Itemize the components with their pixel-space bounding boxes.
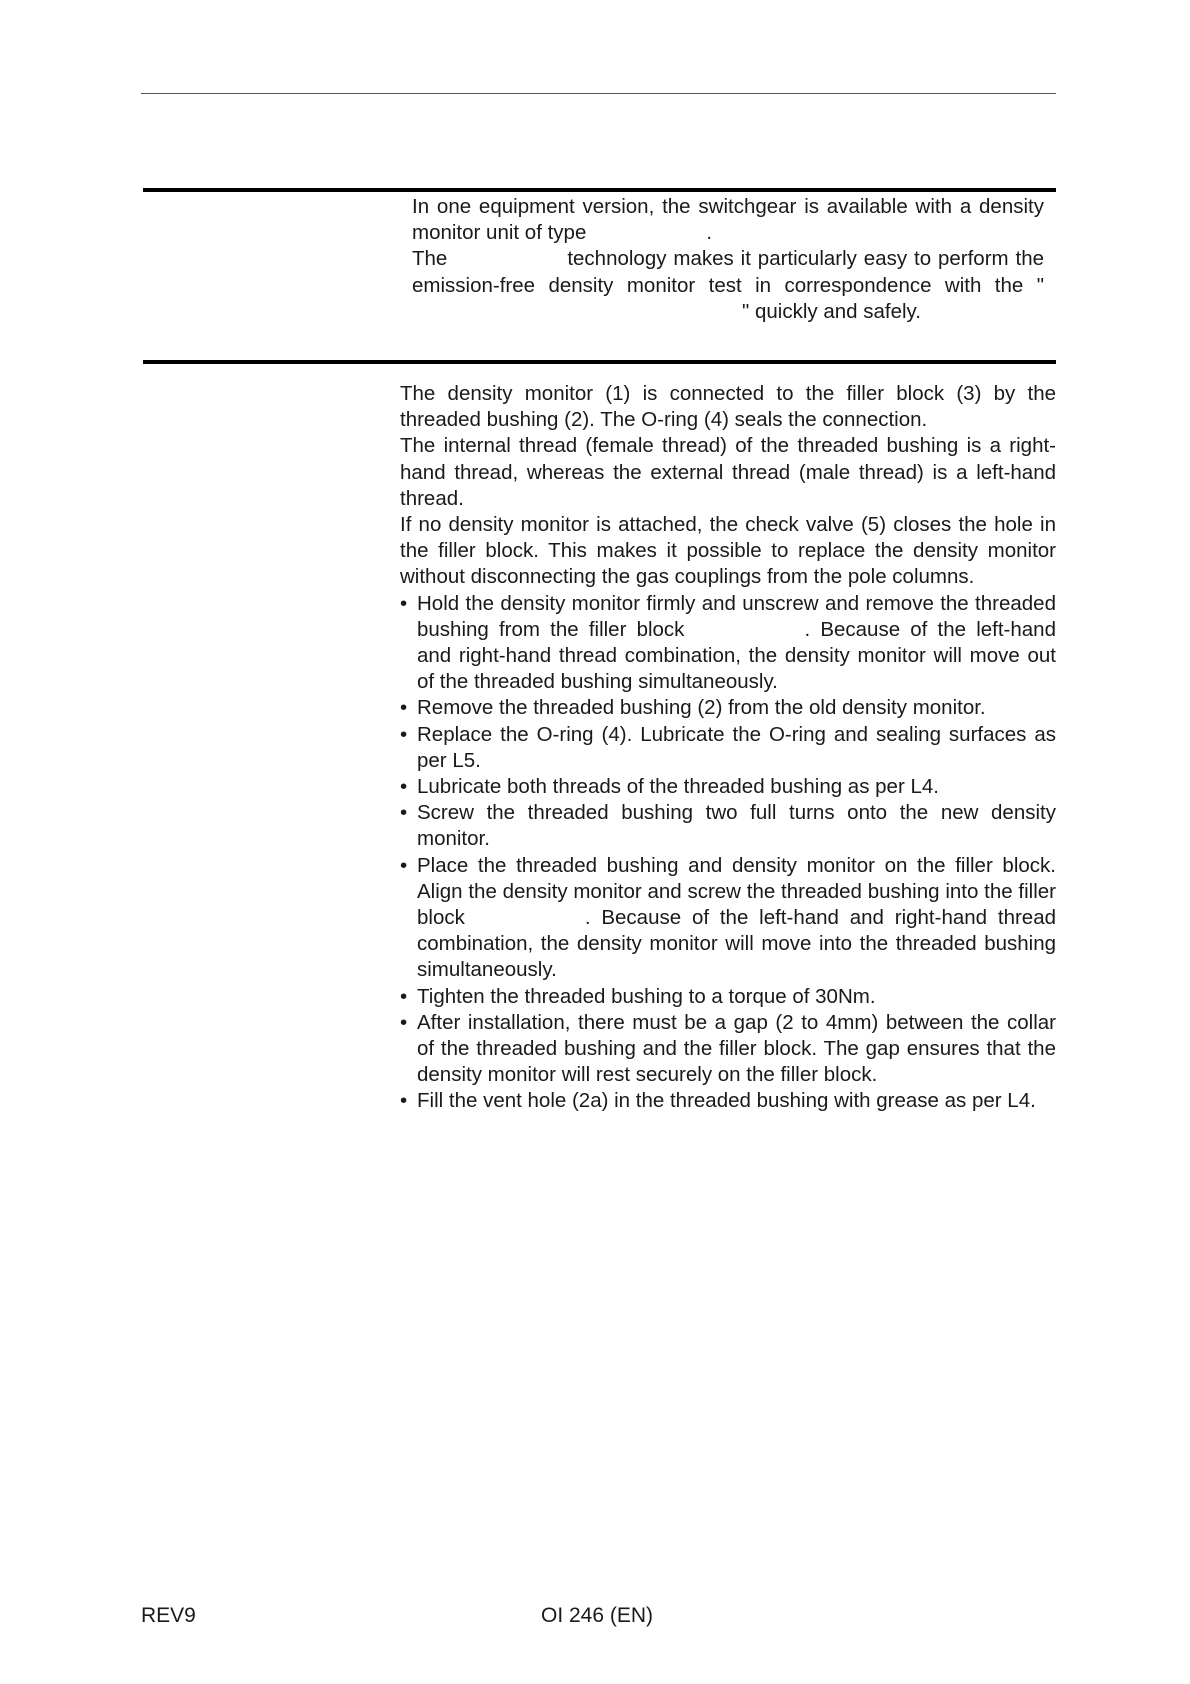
section-2-paragraph-2: The internal thread (female thread) of the threaded bushing is a right-hand thread, whereas the external thread (male thread) is a left-hand thread. <box>400 434 1056 510</box>
footer-document-id: OI 246 (EN) <box>541 1604 654 1627</box>
section-1-text <box>412 194 1044 325</box>
section-2-paragraph-1: The density monitor (1) is connected to the filler block (3) by the threaded bushing (2). The O-ring (4) seals the connection. <box>400 382 1056 432</box>
section-1-paragraph-1: In one equipment version, the switchgear is available with a density monitor unit of type . <box>412 195 1044 245</box>
section-2-text <box>400 381 1056 1115</box>
step-item: • Tighten the threaded bushing to a torque of 30Nm. <box>400 984 1056 1010</box>
section-2-paragraph-3: If no density monitor is attached, the check valve (5) closes the hole in the filler block. This makes it possible to replace the density monitor without disconnecting the gas couplings from the pole columns. <box>400 513 1056 589</box>
section-1-divider <box>143 188 1056 192</box>
step-item: • Hold the density monitor firmly and unscrew and remove the threaded bushing from the filler block . Because of the left-hand and right-hand thread combination, the density monitor will move out of the threaded bushing simultaneously. <box>400 591 1056 696</box>
step-item: • Place the threaded bushing and density monitor on the filler block. Align the density monitor and screw the threaded bushing into the filler block . Because of the left-hand and right-hand thread combination, the density monitor will move into the threaded bushing simultaneously. <box>400 853 1056 984</box>
step-item: • Remove the threaded bushing (2) from the old density monitor. <box>400 695 1056 721</box>
step-item: • Replace the O-ring (4). Lubricate the O-ring and sealing surfaces as per L5. <box>400 722 1056 774</box>
step-item: • After installation, there must be a gap (2 to 4mm) between the collar of the threaded bushing and the filler block. The gap ensures that the density monitor will rest securely on the filler block. <box>400 1010 1056 1089</box>
procedure-steps <box>400 591 1056 1115</box>
header-rule <box>141 93 1056 94</box>
step-item: • Screw the threaded bushing two full turns onto the new density monitor. <box>400 800 1056 852</box>
footer-revision: REV9 <box>141 1604 196 1627</box>
section-1-paragraph-2: The technology makes it particularly easy to perform the emission-free density monitor test in correspondence with the "" quickly and safely. <box>412 247 1044 323</box>
section-2-divider <box>143 360 1056 364</box>
step-item: • Lubricate both threads of the threaded bushing as per L4. <box>400 774 1056 800</box>
step-item: • Fill the vent hole (2a) in the threaded bushing with grease as per L4. <box>400 1088 1056 1114</box>
